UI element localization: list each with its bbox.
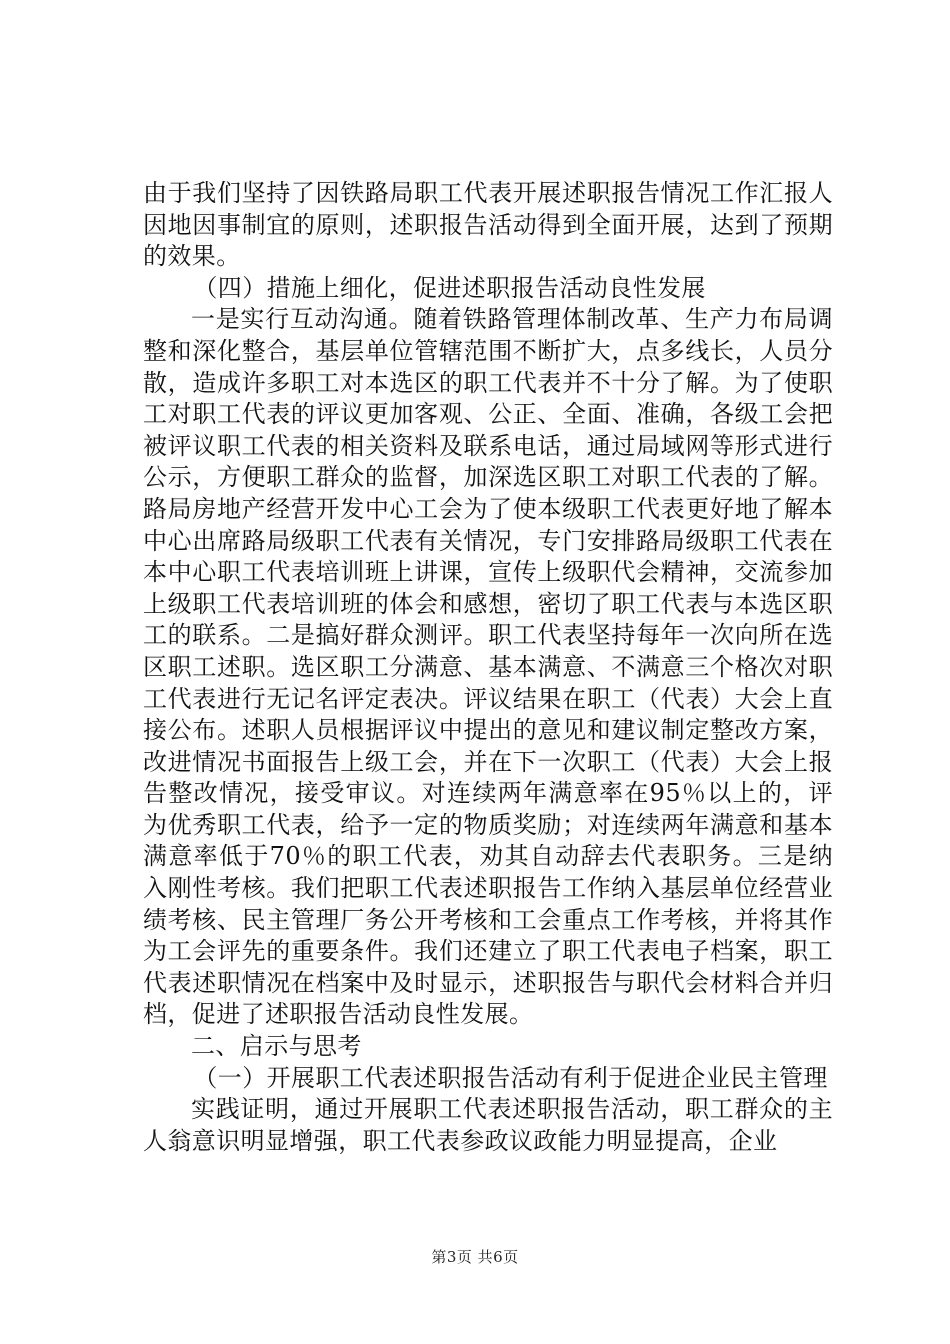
section-heading-two: 二、启示与思考	[191, 1032, 362, 1061]
page-number-label: 第3页 共6页	[431, 1248, 519, 1266]
paragraph-measures: 一是实行互动沟通。随着铁路管理体制改革、生产力布局调整和深化整合，基层单位管辖范围不断扩大，点多线长，人员分散，造成许多职工对本选区的职工代表并不十分了解。为了使职工对职工代表的评议更加客观、公正、全面、准确，各级工会把被评议职工代表的相关资料及联系电话，通过局域网等形式进行公示，方便职工群众的监督，加深选区职工对职工代表的了解。路局房地产经营开发中心工会为了使本级职工代表更好地了解本中心出席路局级职工代表有关情况，专门安排路局级职工代表在本中心职工代表培训班上讲课，宣传上级职代会精神，交流参加上级职工代表培训班的体会和感想，密切了职工代表与本选区职工的联系。二是搞好群众测评。职工代表坚持每年一次向所在选区职工述职。选区职工分满意、基本满意、不满意三个格次对职工代表进行无记名评定表决。评议结果在职工（代表）大会上直接公布。述职人员根据评议中提出的意见和建议制定整改方案，改进情况书面报告上级工会，并在下一次职工（代表）大会上报告整改情况，接受审议。对连续两年满意率在95％以上的，评为优秀职工代表，给予一定的物质奖励；对连续两年满意和基本满意率低于70％的职工代表，劝其自动辞去代表职务。三是纳入刚性考核。我们把职工代表述职报告工作纳入基层单位经营业绩考核、民主管理厂务公开考核和工会重点工作考核，并将其作为工会评先的重要条件。我们还建立了职工代表电子档案，职工代表述职情况在档案中及时显示，述职报告与职代会材料合并归档，促进了述职报告活动良性发展。	[143, 305, 833, 1029]
page-footer	[0, 1246, 950, 1267]
paragraph-continued: 由于我们坚持了因铁路局职工代表开展述职报告情况工作汇报人因地因事制宜的原则，述职报告活动得到全面开展，达到了预期的效果。	[143, 179, 833, 271]
document-body	[143, 178, 833, 1157]
paragraph-practice: 实践证明，通过开展职工代表述职报告活动，职工群众的主人翁意识明显增强，职工代表参政议政能力明显提高，企业	[143, 1095, 833, 1155]
subsection-heading-one: （一）开展职工代表述职报告活动有利于促进企业民主管理	[193, 1063, 828, 1092]
section-heading-four: （四）措施上细化，促进述职报告活动良性发展	[193, 273, 706, 302]
